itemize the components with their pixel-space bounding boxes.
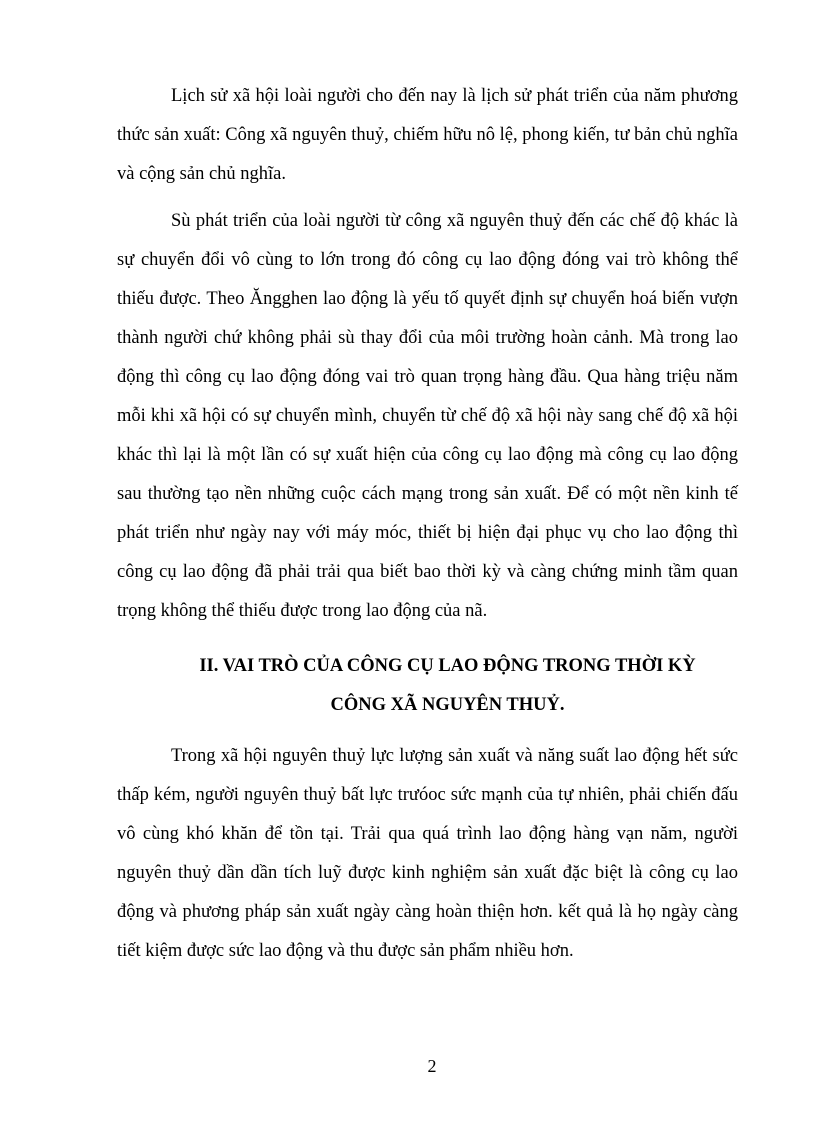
section-heading [117,647,738,725]
paragraph-primitive-society: Trong xã hội nguyên thuỷ lực lượng sản xuất và năng suất lao động hết sức thấp kém, người nguyên thuỷ bất lực trưóoc sức mạnh của tự nhiên, phải chiến đấu vô cùng khó khăn để tồn tại. Trải qua quá trình lao động hàng vạn năm, người nguyên thuỷ dần dần tích luỹ được kinh nghiệm sản xuất đặc biệt là công cụ lao động và phương pháp sản xuất ngày càng hoàn thiện hơn. kết quả là họ ngày càng tiết kiệm được sức lao động và thu được sản phẩm nhiều hơn. [117,746,738,961]
page-number: 2 [427,1056,437,1076]
paragraph-history-modes-of-production: Lịch sử xã hội loài người cho đến nay là lịch sử phát triển của năm phương thức sản xuất: Công xã nguyên thuỷ, chiếm hữu nô lệ, phong kiến, tư bản chủ nghĩa và cộng sản chủ nghĩa. [117,86,738,184]
section-heading-line-1: II. VAI TRÒ CỦA CÔNG CỤ LAO ĐỘNG TRONG THỜI KỲ [199,656,696,676]
page-body [117,77,738,971]
paragraph-role-of-labor-tools: Sù phát triển của loài người từ công xã nguyên thuỷ đến các chế độ khác là sự chuyển đổi vô cùng to lớn trong đó công cụ lao động đóng vai trò không thể thiếu được. Theo Ăngghen lao động là yếu tố quyết định sự chuyển hoá biến vượn thành người chứ không phải sù thay đổi của môi trường hoàn cảnh. Mà trong lao động thì công cụ lao động đóng vai trò quan trọng hàng đầu. Qua hàng triệu năm mỗi khi xã hội có sự chuyển mình, chuyển từ chế độ xã hội này sang chế độ xã hội khác thì lại là một lần có sự xuất hiện của công cụ lao động mà công cụ lao động sau thường tạo nền những cuộc cách mạng trong sản xuất. Để có một nền kinh tế phát triển như ngày nay với máy móc, thiết bị hiện đại phục vụ cho lao động thì công cụ lao động đã phải trải qua biết bao thời kỳ và càng chứng minh tầm quan trọng không thể thiếu được trong lao động của nã. [117,211,738,621]
section-heading-line-2: CÔNG XÃ NGUYÊN THUỶ. [330,695,565,715]
